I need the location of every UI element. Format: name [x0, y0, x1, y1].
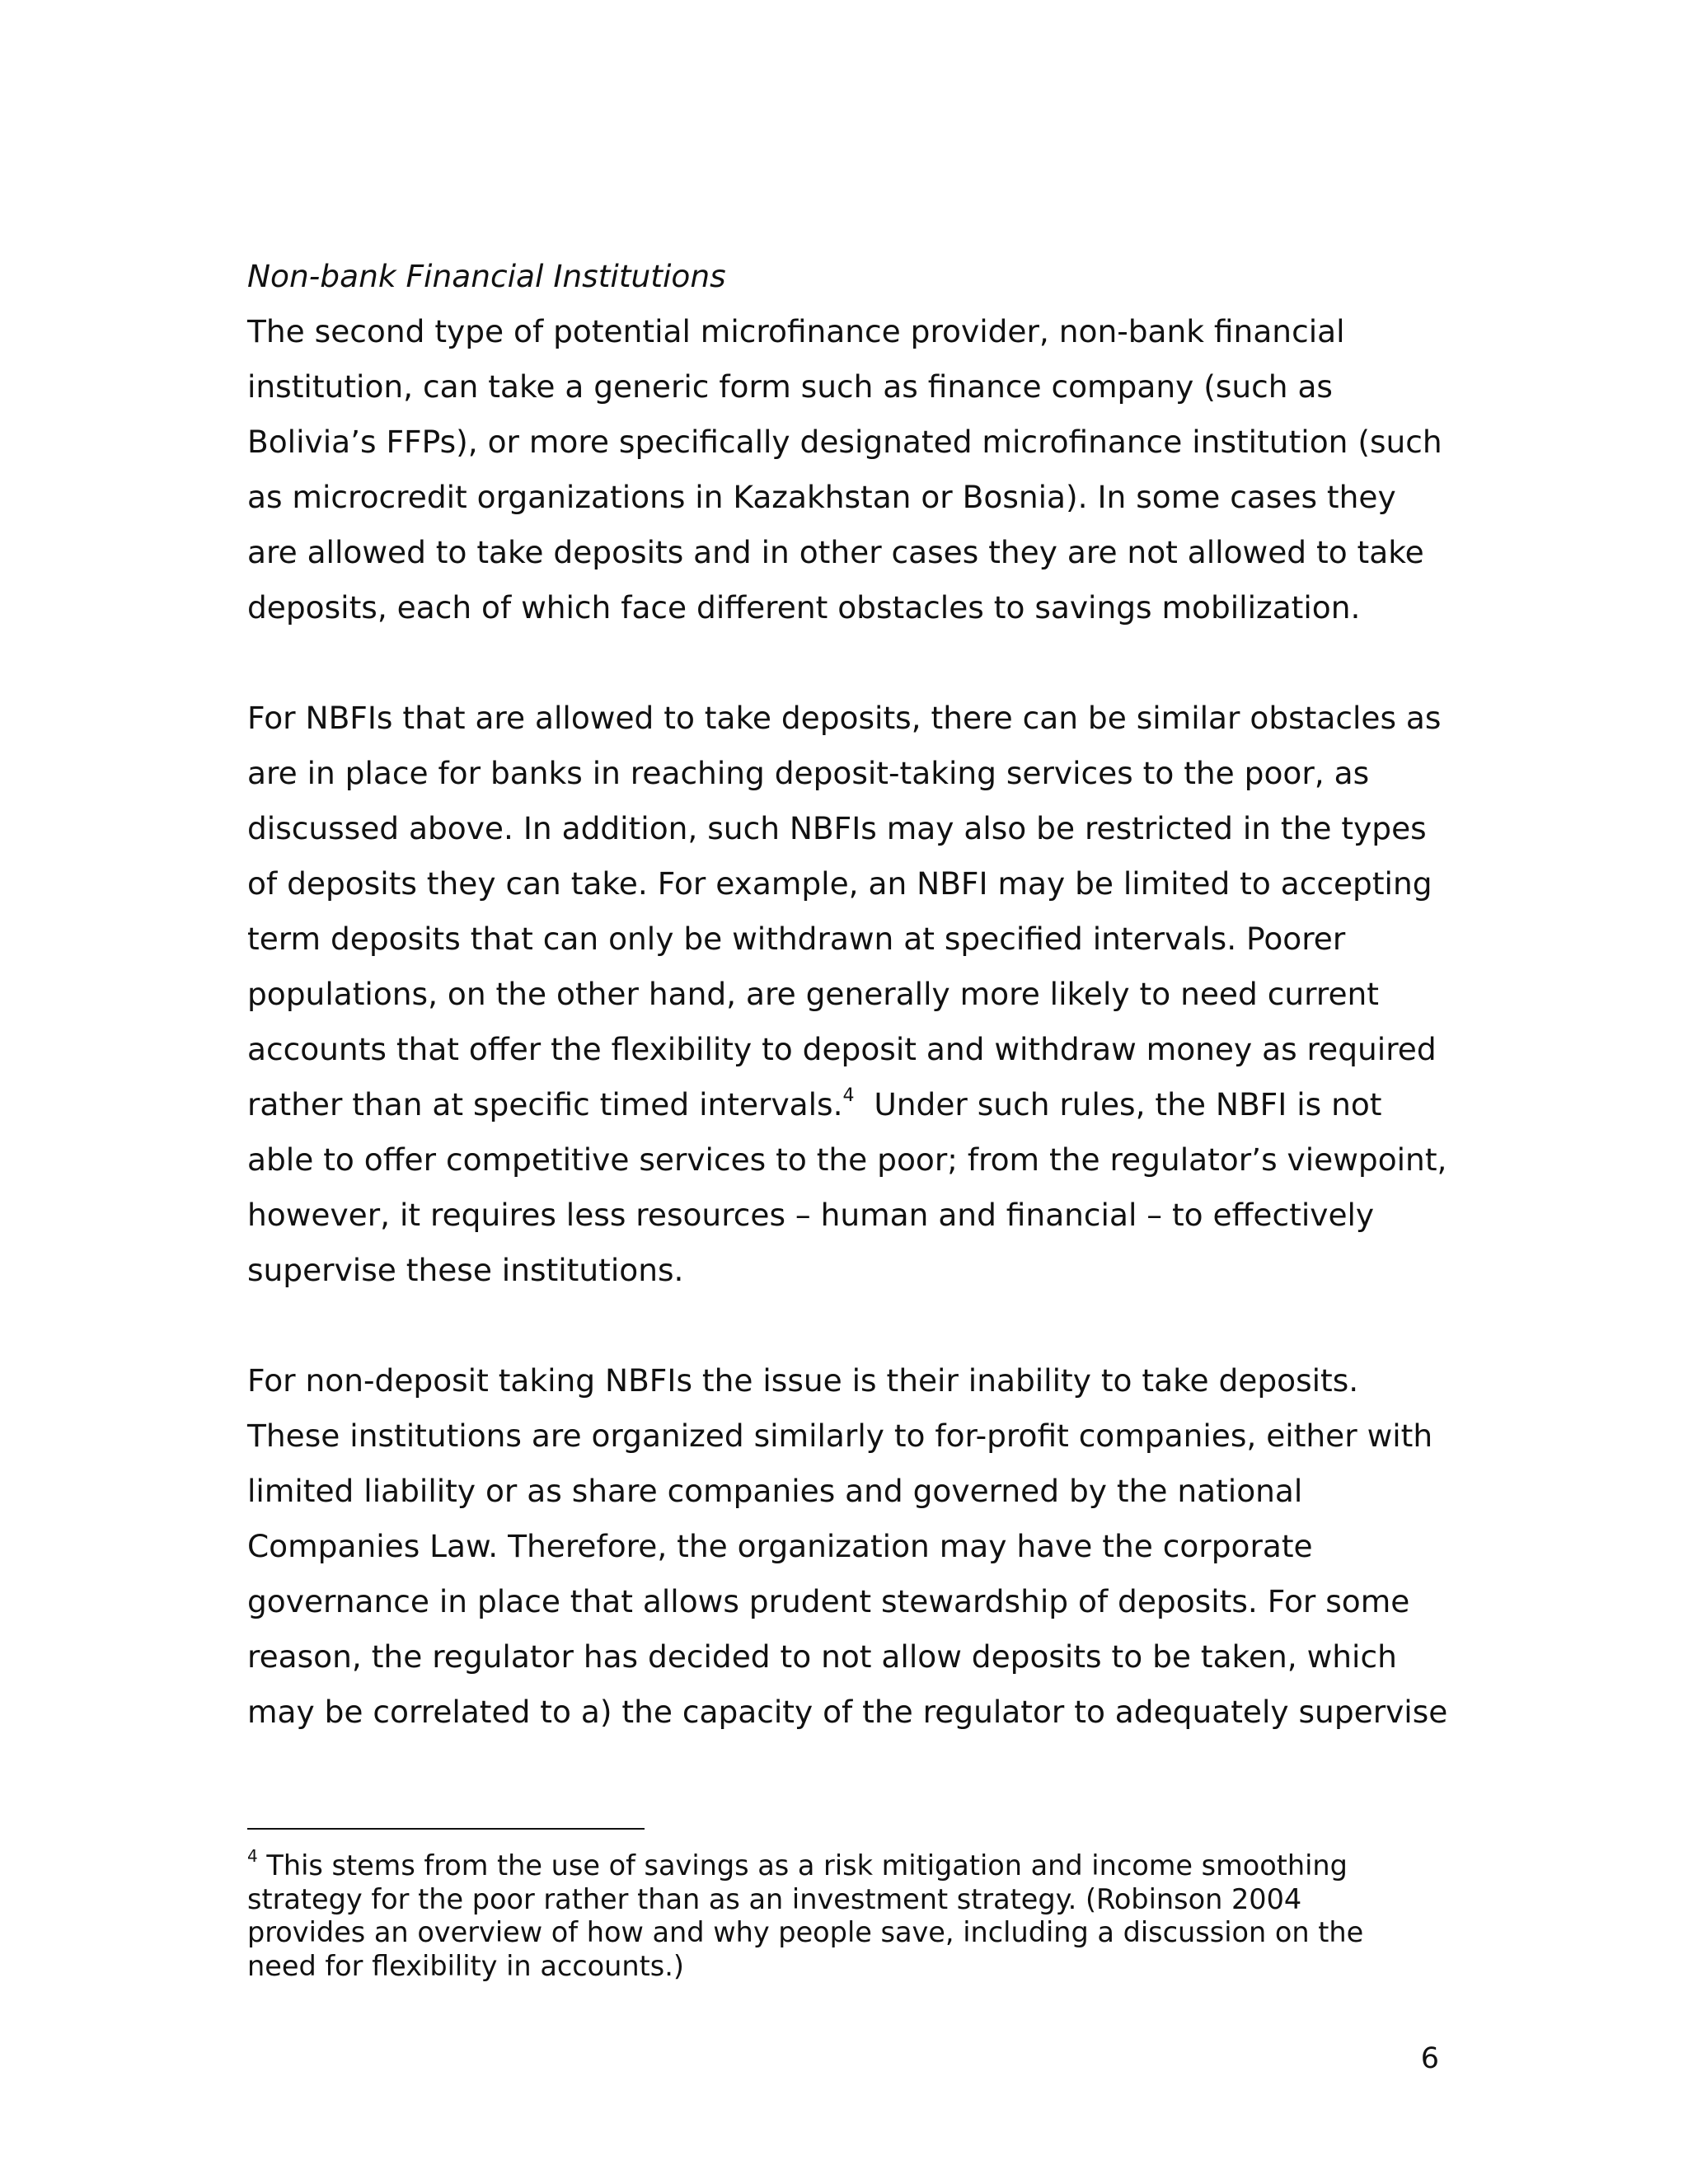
paragraph-line: discussed above. In addition, such NBFIs may also be restricted in the types — [247, 810, 1427, 846]
paragraph-line: as microcredit organizations in Kazakhstan or Bosnia). In some cases they — [247, 479, 1396, 515]
footnote-text: This stems from the use of savings as a risk mitigation and income smoothing — [257, 1849, 1348, 1882]
paragraph-line-with-footnote — [247, 1077, 1451, 1132]
paragraph-line: limited liability or as share companies and governed by the national — [247, 1473, 1303, 1509]
footnote-separator — [247, 1828, 645, 1830]
section-heading: Non-bank Financial Institutions — [247, 258, 726, 294]
page-number: 6 — [1420, 2042, 1439, 2075]
paragraph-1 — [247, 304, 1451, 635]
footnote-reference[interactable]: 4 — [842, 1085, 855, 1106]
paragraph-line: For NBFIs that are allowed to take deposits, there can be similar obstacles as — [247, 700, 1442, 736]
paragraph-line: The second type of potential microfinance provider, non-bank financial — [247, 313, 1345, 349]
line-text-before: rather than at specific timed intervals. — [247, 1086, 843, 1122]
footnote-marker: 4 — [247, 1845, 258, 1866]
footnote-line: strategy for the poor rather than as an investment strategy. (Robinson 2004 — [247, 1882, 1302, 1915]
paragraph-line: able to offer competitive services to the poor; from the regulator’s viewpoint, — [247, 1141, 1447, 1178]
body-text — [247, 249, 1451, 1740]
paragraph-line: Companies Law. Therefore, the organization may have the corporate — [247, 1528, 1313, 1564]
paragraph-3 — [247, 1353, 1451, 1740]
paragraph-line: reason, the regulator has decided to not allow deposits to be taken, which — [247, 1638, 1397, 1675]
paragraph-line: accounts that offer the flexibility to deposit and withdraw money as required — [247, 1031, 1437, 1067]
paragraph-line: however, it requires less resources – human and financial – to effectively — [247, 1197, 1375, 1233]
paragraph-line: deposits, each of which face different obstacles to savings mobilization. — [247, 589, 1361, 626]
footnote-line — [247, 1845, 1451, 1883]
paragraph-line: These institutions are organized similarly to for-profit companies, either with — [247, 1418, 1433, 1454]
paragraph-line: term deposits that can only be withdrawn at specified intervals. Poorer — [247, 921, 1346, 957]
paragraph-2 — [247, 691, 1451, 1298]
paragraph-line: Bolivia’s FFPs), or more specifically designated microfinance institution (such — [247, 424, 1442, 460]
paragraph-line: populations, on the other hand, are generally more likely to need current — [247, 976, 1379, 1012]
paragraph-line: are allowed to take deposits and in other cases they are not allowed to take — [247, 534, 1424, 570]
footnote — [247, 1845, 1451, 1983]
footnote-line: need for flexibility in accounts.) — [247, 1949, 684, 1982]
paragraph-line: governance in place that allows prudent stewardship of deposits. For some — [247, 1583, 1410, 1619]
paragraph-line: may be correlated to a) the capacity of the regulator to adequately supervise — [247, 1694, 1448, 1730]
footnote-line: provides an overview of how and why people save, including a discussion on the — [247, 1916, 1364, 1948]
paragraph-line: are in place for banks in reaching deposit-taking services to the poor, as — [247, 755, 1370, 791]
paragraph-line: of deposits they can take. For example, an NBFI may be limited to accepting — [247, 865, 1432, 902]
paragraph-line: For non-deposit taking NBFIs the issue is their inability to take deposits. — [247, 1362, 1359, 1399]
line-text-after: Under such rules, the NBFI is not — [854, 1086, 1382, 1122]
paragraph-line: institution, can take a generic form such as finance company (such as — [247, 368, 1333, 405]
paragraph-line: supervise these institutions. — [247, 1252, 684, 1288]
